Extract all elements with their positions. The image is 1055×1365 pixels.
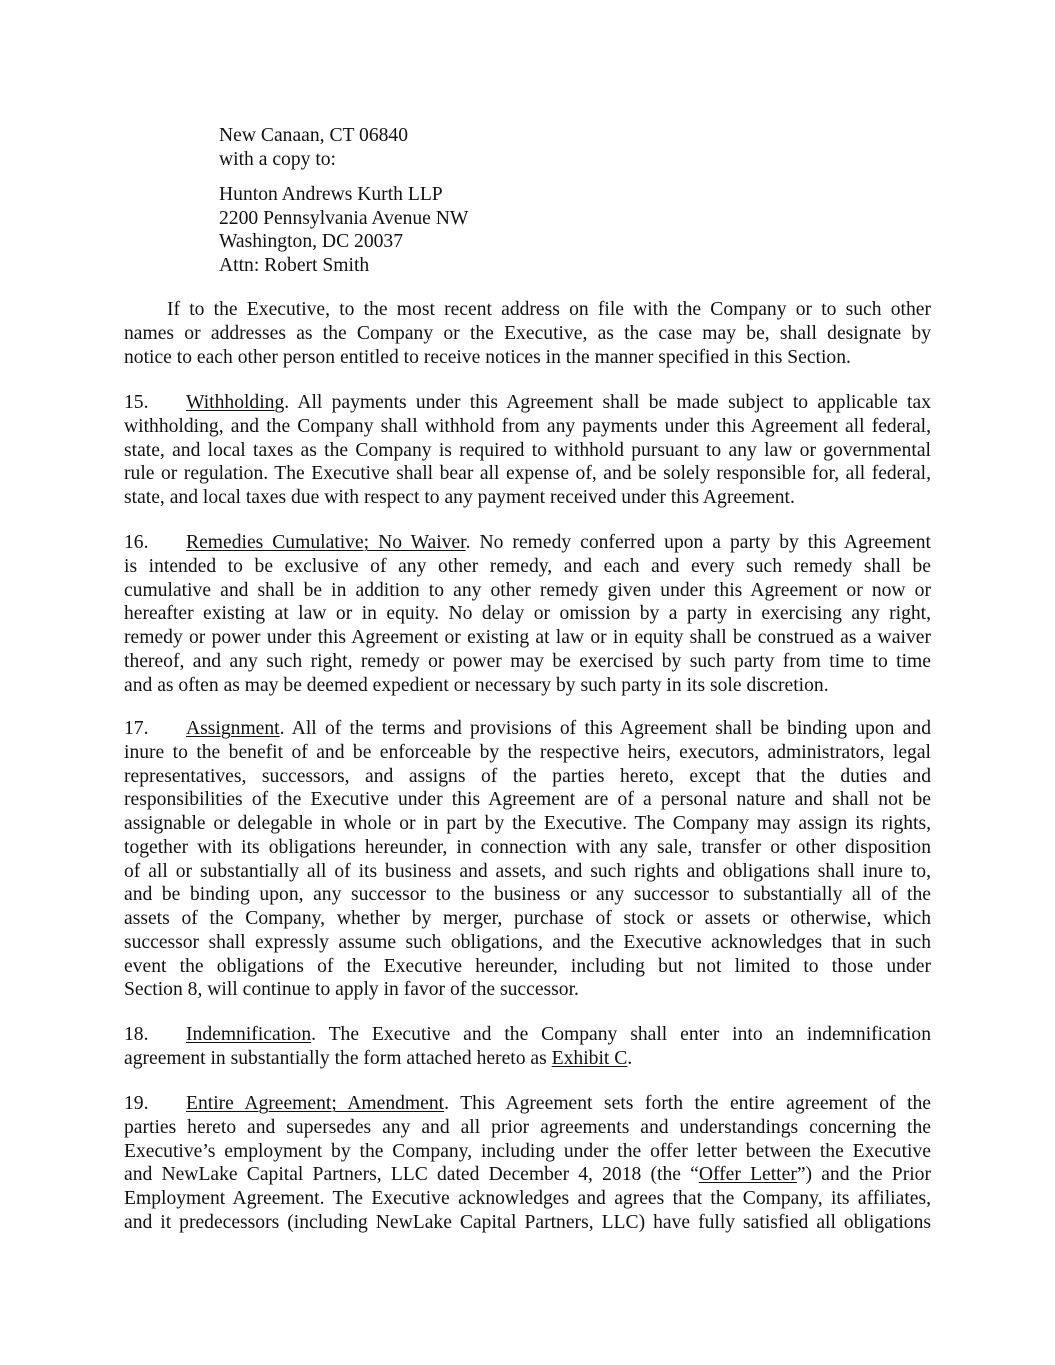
section-text: . All of the terms and provisions of this Agreement shall be binding upon and [279, 718, 931, 739]
paragraph-line: state, and local taxes due with respect to any payment received under this Agreement. [124, 487, 795, 508]
paragraph-line: inure to the benefit of and be enforceable by the respective heirs, executors, administrators, legal [124, 741, 931, 763]
paragraph-line: cumulative and shall be in addition to any other remedy given under this Agreement or now or [124, 579, 931, 601]
address-line: Washington, DC 20037 [219, 231, 404, 253]
section-17-assignment [124, 717, 931, 1002]
address-block-copy [219, 183, 468, 277]
section-number: 19. [124, 1093, 149, 1114]
address-line: New Canaan, CT 06840 [219, 125, 409, 146]
section-16-remedies [124, 531, 931, 697]
paragraph-line: hereafter existing at law or in equity. No delay or omission by a party in exercising any right, [124, 603, 931, 625]
paragraph-line: and it predecessors (including NewLake Capital Partners, LLC) have fully satisfied all obligations [124, 1211, 931, 1233]
offer-letter-term: Offer Letter [698, 1164, 797, 1186]
address-line: with a copy to: [219, 148, 336, 170]
address-block-top [219, 124, 408, 171]
section-number: 15. [124, 392, 149, 413]
paragraph-line: successor shall expressly assume such obligations, and the Executive acknowledges that in such [124, 931, 931, 953]
section-heading: Indemnification [186, 1024, 312, 1045]
paragraph-line: remedy or power under this Agreement or existing at law or in equity shall be construed as a waiver [124, 627, 931, 648]
section-heading: Remedies Cumulative; No Waiver [186, 532, 466, 553]
paragraph-line: names or addresses as the Company or the Executive, as the case may be, shall designate by [124, 322, 931, 344]
paragraph-line: and as often as may be deemed expedient or necessary by such party in its sole discretion. [124, 674, 829, 696]
address-line: Attn: Robert Smith [219, 254, 370, 276]
section-text: and NewLake Capital Partners, LLC dated December 4, 2018 (the “ [124, 1164, 699, 1186]
section-heading: Entire Agreement; Amendment [186, 1093, 445, 1114]
section-number: 16. [124, 532, 149, 553]
exhibit-c-reference: Exhibit C [551, 1047, 628, 1069]
paragraph-line: of all or substantially all of its business and assets, and such rights and obligations shall inure to, [124, 860, 931, 882]
section-text: agreement in substantially the form attached hereto as [124, 1047, 552, 1069]
section-text: . No remedy conferred upon a party by this Agreement [465, 532, 931, 553]
section-first-line [124, 1023, 931, 1047]
paragraph-line: representatives, successors, and assigns of the parties hereto, except that the duties and [124, 765, 931, 787]
paragraph-line: Executive’s employment by the Company, including under the offer letter between the Executive [124, 1140, 931, 1162]
paragraph-line: and be binding upon, any successor to the business or any successor to substantially all of the [124, 884, 931, 906]
paragraph-line: Employment Agreement. The Executive acknowledges and agrees that the Company, its affiliates, [124, 1188, 931, 1209]
section-first-line [124, 1092, 931, 1116]
paragraph-line [124, 1047, 931, 1071]
paragraph-line: Section 8, will continue to apply in favor of the successor. [124, 979, 579, 1001]
section-heading: Withholding [186, 392, 285, 413]
paragraph-line: rule or regulation. The Executive shall bear all expense of, and be solely responsible for, all federal, [124, 463, 931, 485]
section-first-line [124, 717, 931, 741]
paragraph-line: event the obligations of the Executive hereunder, including but not limited to those under [124, 955, 931, 977]
section-text: . The Executive and the Company shall enter into an indemnification [311, 1024, 931, 1045]
section-19-entire-agreement [124, 1092, 931, 1235]
paragraph-line [124, 1163, 931, 1187]
address-line: Hunton Andrews Kurth LLP [219, 184, 443, 205]
paragraph-line: state, and local taxes as the Company is required to withhold pursuant to any law or governmental [124, 439, 931, 461]
section-18-indemnification [124, 1023, 931, 1071]
paragraph-line: withholding, and the Company shall withhold from any payments under this Agreement all federal, [124, 415, 931, 437]
paragraph-line: together with its obligations hereunder, in connection with any sale, transfer or other disposition [124, 836, 931, 858]
section-text: ”) and the Prior [796, 1164, 931, 1186]
paragraph-line: assets of the Company, whether by merger, purchase of stock or assets or otherwise, which [124, 908, 931, 929]
paragraph-line: thereof, and any such right, remedy or power may be exercised by such party from time to time [124, 650, 931, 672]
paragraph-line: is intended to be exclusive of any other remedy, and each and every such remedy shall be [124, 555, 931, 577]
address-line: 2200 Pennsylvania Avenue NW [219, 207, 469, 229]
section-text: . All payments under this Agreement shall be made subject to applicable tax [284, 392, 931, 413]
section-text: . This Agreement sets forth the entire agreement of the [444, 1093, 932, 1114]
section-number: 17. [124, 718, 149, 739]
paragraph-line: If to the Executive, to the most recent address on file with the Company or to such other [167, 299, 931, 320]
paragraph-line: parties hereto and supersedes any and all prior agreements and understandings concerning the [124, 1116, 931, 1138]
executive-notice-paragraph [124, 298, 931, 369]
section-heading: Assignment [186, 718, 280, 739]
paragraph-line: assignable or delegable in whole or in part by the Executive. The Company may assign its rights, [124, 813, 931, 834]
section-first-line [124, 391, 931, 415]
section-number: 18. [124, 1024, 149, 1045]
section-first-line [124, 531, 931, 555]
paragraph-line: responsibilities of the Executive under this Agreement are of a personal nature and shall not be [124, 789, 931, 811]
section-text: . [627, 1047, 633, 1069]
section-15-withholding [124, 391, 931, 510]
paragraph-line: notice to each other person entitled to receive notices in the manner specified in this Section. [124, 346, 851, 368]
